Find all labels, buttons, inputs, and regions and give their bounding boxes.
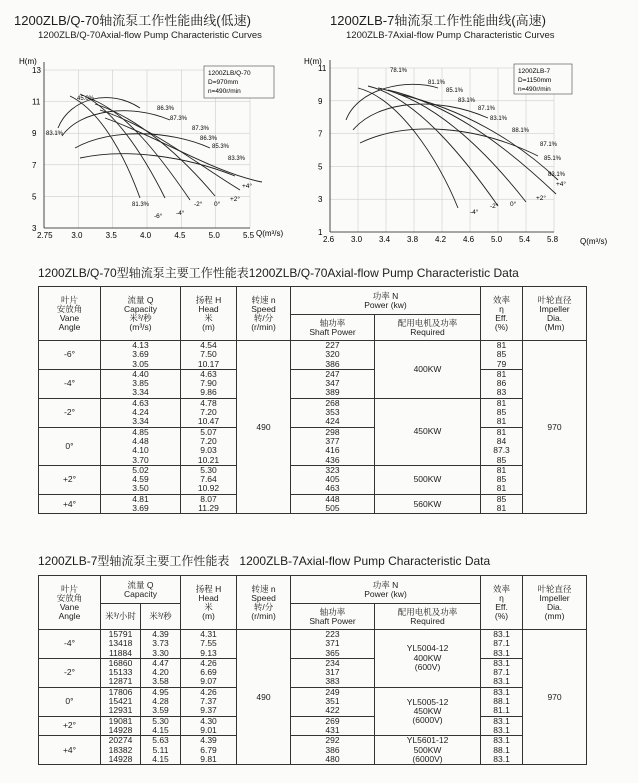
chart2-eff-2: [353, 104, 488, 130]
t1-head-eff: 效率 η Eff. (%): [481, 287, 523, 341]
chart1-y-tick: 7: [32, 160, 37, 170]
t1-diameter: 970: [523, 341, 587, 514]
t1-flow: 4.85 4.48 4.10 3.70: [101, 427, 181, 465]
t1-head-shaft: 轴功率 Shaft Power: [291, 315, 375, 341]
chart2-angle-label: +2°: [536, 195, 547, 202]
t1-motor: 450KW: [375, 398, 481, 465]
t2-head-eff: 效率 η Eff. (%): [481, 576, 523, 630]
chart1-y-tick: 13: [32, 66, 41, 75]
t2-head-dia: 叶轮直径 Impeller Dia. (mm): [523, 576, 587, 630]
chart1-curve-pos4: [105, 118, 262, 182]
chart1-eff-label: 81.3%: [132, 202, 150, 208]
chart1-legend-speed: n=490r/min: [208, 88, 241, 95]
chart2-x-tick: 5.4: [519, 235, 531, 244]
chart2-eff-label: 87.1%: [540, 142, 558, 148]
table2-title-en: 1200ZLB-7Axial-flow Pump Characteristic Data: [239, 554, 491, 568]
chart1-y-tick: 9: [32, 129, 37, 139]
chart1-x-tick: 5.5: [243, 231, 255, 240]
table-row: [39, 630, 587, 659]
chart1-x-tick: 5.0: [208, 231, 220, 240]
chart2-title: 1200ZLB-7轴流泵工作性能曲线(高速): [330, 13, 546, 28]
chart2-legend-model: 1200ZLB-7: [518, 68, 551, 75]
chart1-legend-model: 1200ZLB/Q-70: [208, 70, 251, 77]
t1-shaft: 268 353 424: [291, 398, 375, 427]
t2-shaft: 223 371 365: [291, 630, 375, 659]
chart1-curve-neg4: [80, 94, 165, 198]
t2-eff: 83.1 87.1 83.1: [481, 658, 523, 687]
t2-flow-s: 5.63 5.11 4.15: [141, 736, 181, 765]
t2-flow-s: 4.47 4.20 3.58: [141, 658, 181, 687]
t1-eff: 81 85 79: [481, 341, 523, 370]
t2-flow-h: 19081 14928: [101, 716, 141, 736]
chart1-legend: [204, 66, 274, 98]
t2-motor: YL5601-12 500KW (6000V): [375, 736, 481, 765]
chart2-angle-label: +4°: [556, 181, 567, 188]
t1-shaft: 247 347 389: [291, 369, 375, 398]
t1-head: 8.07 11.29: [181, 494, 237, 514]
t2-head: 4.26 7.37 9.37: [181, 687, 237, 716]
chart1: [0, 48, 318, 248]
t2-flow-s: 4.39 3.73 3.30: [141, 630, 181, 659]
t1-head: 4.78 7.20 10.47: [181, 398, 237, 427]
table2-title: [38, 552, 490, 569]
t1-head-power: 功率 N Power (kw): [291, 287, 481, 315]
t1-angle: -2°: [39, 398, 101, 427]
chart2-angle-labels: [470, 180, 566, 216]
table-row: [39, 736, 587, 765]
t2-angle: -2°: [39, 658, 101, 687]
chart2-angle-label: -2°: [490, 203, 499, 210]
chart1-ylabel: H(m): [19, 57, 37, 66]
t1-flow: 4.40 3.85 3.34: [101, 369, 181, 398]
chart1-x-tick: 2.75: [37, 231, 53, 240]
t1-head: 5.07 7.20 9.03 10.21: [181, 427, 237, 465]
t2-eff: 83.1 88.1 83.1: [481, 736, 523, 765]
t2-shaft: 269 431: [291, 716, 375, 736]
t2-head: 4.30 9.01: [181, 716, 237, 736]
t2-flow-s: 4.95 4.28 3.59: [141, 687, 181, 716]
t1-head-head: 扬程 H Head 米 (m): [181, 287, 237, 341]
table-row: [39, 398, 587, 427]
t2-head-head: 扬程 H Head 米 (m): [181, 576, 237, 630]
chart1-legend-diameter: D=970mm: [208, 79, 239, 86]
t2-angle: -4°: [39, 630, 101, 659]
chart2-xlabel: Q(m³/s): [580, 237, 608, 246]
chart1-x-tick: 3.0: [71, 231, 83, 240]
chart1-eff-label: 85.3%: [212, 144, 230, 150]
chart2-y-tick: 5: [318, 162, 323, 172]
t1-eff: 81 85 81: [481, 398, 523, 427]
chart2-eff-label: 83.1%: [490, 116, 508, 122]
t1-motor: 560KW: [375, 494, 481, 514]
chart1-eff-label: 83.1%: [46, 131, 64, 137]
t1-head-speed: 转速 n Speed 转/分 (r/min): [237, 287, 291, 341]
chart1-y-tick: 11: [32, 97, 41, 107]
table2-title-cn: 1200ZLB-7型轴流泵主要工作性能表: [38, 554, 230, 568]
chart1-angle-label: -4°: [176, 210, 185, 217]
table1: [38, 286, 587, 514]
t2-flow-h: 16860 15133 12871: [101, 658, 141, 687]
chart2-eff-label: 85.1%: [446, 88, 464, 94]
chart1-eff-3: [75, 134, 210, 148]
chart2-subtitle: 1200ZLB-7Axial-flow Pump Characteristic Curves: [346, 30, 555, 41]
t2-motor: YL5004-12 400KW (600V): [375, 630, 481, 688]
chart1-title: 1200ZLB/Q-70轴流泵工作性能曲线(低速): [14, 13, 251, 28]
table-row: [39, 494, 587, 514]
t1-head-flow: 流量 Q Capacity 米³/秒 (m³/s): [101, 287, 181, 341]
chart2-x-tick: 2.6: [323, 235, 335, 244]
t1-head: 4.54 7.50 10.17: [181, 341, 237, 370]
chart2-x-tick: 5.8: [547, 235, 559, 244]
t1-motor: 400KW: [375, 341, 481, 399]
t1-head-angle: 叶片 安放角 Vane Angle: [39, 287, 101, 341]
t2-head-speed: 转速 n Speed 转/分 (r/min): [237, 576, 291, 630]
chart2-legend: [514, 64, 572, 94]
chart2-x-tick: 4.2: [435, 235, 447, 244]
t1-eff: 81 84 87.3 85: [481, 427, 523, 465]
t1-speed: 490: [237, 341, 291, 514]
t1-flow: 5.02 4.59 3.50: [101, 465, 181, 494]
t1-shaft: 298 377 416 436: [291, 427, 375, 465]
chart2-eff-label: 83.1%: [548, 172, 566, 178]
chart2-eff-1: [346, 84, 438, 120]
t2-flow-h: 15791 13418 11884: [101, 630, 141, 659]
chart2-x-tick: 5.0: [491, 235, 503, 244]
t2-angle: 0°: [39, 687, 101, 716]
t2-angle: +2°: [39, 716, 101, 736]
chart1-x-tick: 3.5: [105, 231, 117, 240]
t1-angle: +4°: [39, 494, 101, 514]
chart1-x-tick: 4.0: [140, 231, 152, 240]
t1-flow: 4.13 3.69 3.05: [101, 341, 181, 370]
t2-flow-s: 5.30 4.15: [141, 716, 181, 736]
t2-flow-h: 20274 18382 14928: [101, 736, 141, 765]
chart1-angle-label: 0°: [214, 201, 221, 208]
chart1-x-tick: 4.5: [174, 231, 186, 240]
t2-head-motor: 配用电机及功率 Required: [375, 604, 481, 630]
chart2-x-tick: 3.8: [407, 235, 419, 244]
chart2-eff-label: 87.1%: [478, 106, 496, 112]
t2-diameter: 970: [523, 630, 587, 765]
t1-flow: 4.63 4.24 3.34: [101, 398, 181, 427]
t1-eff: 81 86 83: [481, 369, 523, 398]
t1-angle: -6°: [39, 341, 101, 370]
table-row: [39, 687, 587, 716]
chart1-eff-label: 83.3%: [228, 156, 246, 162]
t1-head-dia: 叶轮直径 Impeller Dia. (Mm): [523, 287, 587, 341]
chart2: [304, 48, 638, 248]
t2-head-flow-h: 米³/小时: [101, 604, 141, 630]
chart1-eff-label: 87.3%: [192, 126, 210, 132]
t2-head-angle: 叶片 安放角 Vane Angle: [39, 576, 101, 630]
chart1-y-tick: 5: [32, 192, 37, 202]
chart2-y-tick: 11: [318, 64, 327, 73]
t1-eff: 81 85 81: [481, 465, 523, 494]
chart1-eff-label: 45.0%: [77, 96, 95, 102]
chart2-eff-label: 88.1%: [512, 128, 530, 134]
chart1-y-tick: 3: [32, 224, 37, 233]
t2-head-shaft: 轴功率 Shaft Power: [291, 604, 375, 630]
t1-motor: 500KW: [375, 465, 481, 494]
chart2-y-tick: 1: [318, 228, 323, 237]
chart2-x-tick: 3.4: [379, 235, 391, 244]
table-row: [39, 369, 587, 398]
chart1-angle-labels: [154, 182, 252, 220]
chart1-angle-label: -6°: [154, 213, 163, 220]
t2-head: 4.26 6.69 9.07: [181, 658, 237, 687]
chart1-eff-label: 86.3%: [157, 106, 175, 112]
chart2-eff-label: 81.1%: [428, 80, 446, 86]
chart2-legend-diameter: D=1150mm: [518, 77, 552, 84]
t2-shaft: 292 386 480: [291, 736, 375, 765]
table-row: [39, 465, 587, 494]
t2-shaft: 249 351 422: [291, 687, 375, 716]
table-row: [39, 341, 587, 370]
chart2-angle-label: -4°: [470, 209, 479, 216]
chart2-y-tick: 7: [318, 129, 323, 139]
t1-shaft: 448 505: [291, 494, 375, 514]
table2: [38, 575, 587, 765]
t2-angle: +4°: [39, 736, 101, 765]
t1-flow: 4.81 3.69: [101, 494, 181, 514]
t2-flow-h: 17806 15421 12931: [101, 687, 141, 716]
chart2-ylabel: H(m): [304, 57, 322, 66]
chart2-x-tick: 3.0: [351, 235, 363, 244]
t2-eff: 83.1 88.1 81.1: [481, 687, 523, 716]
t2-head-flow-s: 米³/秒: [141, 604, 181, 630]
t2-head: 4.31 7.55 9.13: [181, 630, 237, 659]
chart1-subtitle: 1200ZLB/Q-70Axial-flow Pump Characteristic Curves: [38, 30, 262, 41]
chart1-angle-label: -2°: [194, 201, 203, 208]
chart1-angle-label: +4°: [242, 183, 253, 190]
chart2-angle-label: 0°: [510, 201, 517, 208]
t2-eff: 83.1 83.1: [481, 716, 523, 736]
chart2-x-tick: 4.6: [463, 235, 475, 244]
t1-shaft: 323 405 463: [291, 465, 375, 494]
table-row: [39, 427, 587, 465]
chart2-y-tick: 9: [318, 96, 323, 106]
t1-head: 4.63 7.90 9.86: [181, 369, 237, 398]
chart2-eff-label: 78.1%: [390, 68, 408, 74]
t2-motor: YL5005-12 450KW (6000V): [375, 687, 481, 735]
chart1-eff-label: 87.3%: [170, 116, 188, 122]
chart2-legend-speed: n=490r/min: [518, 86, 551, 93]
t2-head-power: 功率 N Power (kw): [291, 576, 481, 604]
t2-eff: 83.1 87.1 83.1: [481, 630, 523, 659]
t2-head: 4.39 6.79 9.81: [181, 736, 237, 765]
table-row: [39, 658, 587, 687]
t1-angle: +2°: [39, 465, 101, 494]
t1-eff: 85 81: [481, 494, 523, 514]
t1-head: 5.30 7.64 10.92: [181, 465, 237, 494]
t1-head-motor: 配用电机及功率 Required: [375, 315, 481, 341]
chart1-angle-label: +2°: [230, 196, 241, 203]
chart2-y-tick: 3: [318, 195, 323, 205]
chart2-eff-label: 85.1%: [544, 156, 562, 162]
t2-head-flow: 流量 Q Capacity: [101, 576, 181, 604]
table1-title: 1200ZLB/Q-70型轴流泵主要工作性能表1200ZLB/Q-70Axial-flow Pump Characteristic Data: [38, 266, 519, 280]
table-row: [39, 716, 587, 736]
chart2-eff-label: 83.1%: [458, 98, 476, 104]
t1-angle: 0°: [39, 427, 101, 465]
t2-shaft: 234 317 383: [291, 658, 375, 687]
chart1-eff-label: 86.3%: [200, 136, 218, 142]
chart1-xlabel: Q(m³/s): [256, 229, 284, 238]
t1-shaft: 227 320 386: [291, 341, 375, 370]
t1-angle: -4°: [39, 369, 101, 398]
t2-speed: 490: [237, 630, 291, 765]
chart2-curve-0: [378, 88, 526, 202]
